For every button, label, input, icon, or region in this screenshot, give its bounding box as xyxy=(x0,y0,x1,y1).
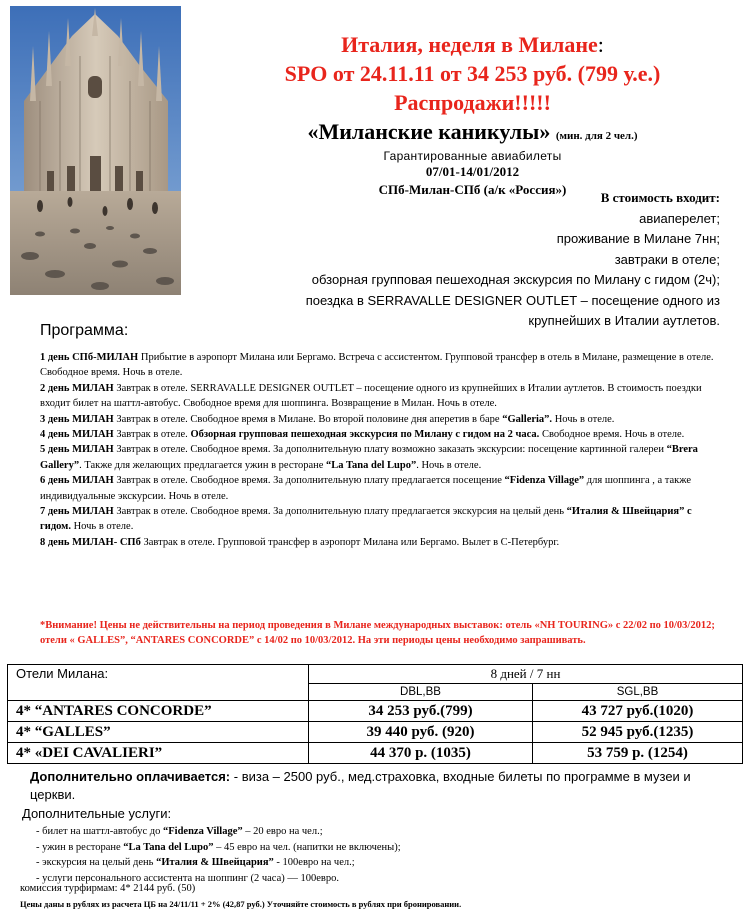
offer-header xyxy=(200,30,745,199)
list-item: - ужин в ресторане “La Tana del Lupo” – 45 евро на чел. (напитки не включены); xyxy=(36,841,401,853)
duration-header: 8 дней / 7 нн xyxy=(309,665,743,684)
program-title: Программа: xyxy=(40,322,129,339)
included-item: обзорная групповая пешеходная экскурсия по Милану с гидом (2ч); xyxy=(311,272,720,287)
list-item: - экскурсия на целый день “Италия & Швейцария” - 100евро на чел.; xyxy=(36,857,355,868)
hotel-name: 4* «DEI CAVALIERI” xyxy=(8,743,309,764)
price-sgl: 52 945 руб.(1235) xyxy=(533,722,743,743)
headline-line1: Италия, неделя в Милане: xyxy=(341,32,604,57)
table-row xyxy=(8,701,743,722)
program-day: 4 день МИЛАН Завтрак в отеле. Обзорная групповая пешеходная экскурсия по Милану с гидом на 2 часа. Свободное время. Ночь в отеле. xyxy=(40,429,685,441)
hotel-name: 4* “ANTARES CONCORDE” xyxy=(8,701,309,722)
exhibition-warning: *Внимание! Цены не действительны на период проведения в Милане международных выставок: отель «NH TOURING» с 22/02 по 10/03/2012; отели « GALLES”, “ANTARES CONCORDE” с 14/02 по 10/03/2012. На эти периоды цены необходимо запрашивать. xyxy=(40,620,715,647)
hotels-header: Отели Милана: xyxy=(8,665,309,701)
list-item: - услуги персонального ассистента на шоппинг (2 часа) — 100евро. xyxy=(36,872,339,884)
program-day: 8 день МИЛАН- СПб Завтрак в отеле. Групповой трансфер в аэропорт Милана или Бергамо. Вылет в С-Петербург. xyxy=(40,536,560,548)
table-row xyxy=(8,722,743,743)
price-dbl: 39 440 руб. (920) xyxy=(309,722,533,743)
headline-sale: Распродажи!!!!! xyxy=(394,90,551,115)
col-dbl-header: DBL,BB xyxy=(309,684,533,701)
program-day: 7 день МИЛАН Завтрак в отеле. Свободное время. За дополнительную плату предлагается экскурсия на целый день “Италия & Швейцария” с гидом. Ночь в отеле. xyxy=(40,506,692,533)
tour-dates: 07/01-14/01/2012 xyxy=(425,164,520,179)
services-list xyxy=(36,824,401,886)
included-item: крупнейших в Италии аутлетов. xyxy=(528,313,720,328)
included-item: завтраки в отеле; xyxy=(614,251,720,267)
hotel-name: 4* “GALLES” xyxy=(8,722,309,743)
program-day: 5 день МИЛАН Завтрак в отеле. Свободное время. За дополнительную плату возможно заказать экскурсии: посещение картинной галереи “Brera Gallery”. Также для желающих предлагается ужин в ресторане “La Tana del Lupo”. Ночь в отеле. xyxy=(40,444,698,471)
price-table xyxy=(7,664,743,764)
flights-note: Гарантированные авиабилеты xyxy=(383,149,562,163)
services-title: Дополнительные услуги: xyxy=(22,806,172,821)
price-sgl: 43 727 руб.(1020) xyxy=(533,701,743,722)
agency-commission: комиссия турфирмам: 4* 2144 руб. (50) xyxy=(20,883,196,894)
included-item: авиаперелет; xyxy=(639,210,720,226)
price-dbl: 44 370 р. (1035) xyxy=(309,743,533,764)
price-footnote: Цены даны в рублях из расчета ЦБ на 24/11/11 + 2% (42,87 руб.) Уточняйте стоимость в рублях при бронировании. xyxy=(20,899,462,909)
program-day: 6 день МИЛАН Завтрак в отеле. Свободное время. За дополнительную плату предлагается посещение “Fidenza Village” для шоппинга , а также индивидуальные экскурсии. Ночь в отеле. xyxy=(40,475,692,502)
headline-price: SPO от 24.11.11 от 34 253 руб. (799 у.е.) xyxy=(284,61,661,86)
price-sgl: 53 759 р. (1254) xyxy=(533,743,743,764)
price-dbl: 34 253 руб.(799) xyxy=(309,701,533,722)
program-days xyxy=(40,350,720,550)
col-sgl-header: SGL,BB xyxy=(533,684,743,701)
table-row xyxy=(8,743,743,764)
tour-route: СПб-Милан-СПб (а/к «Россия») xyxy=(378,182,567,197)
program-day: 2 день МИЛАН Завтрак в отеле. SERRAVALLE DESIGNER OUTLET – посещение одного из крупнейших в Италии аутлетов. В стоимость поездки входит билет на шаттл-автобус. Свободное время для шоппинга. Возвращение в Милан. Ночь в отеле. xyxy=(40,382,702,410)
tour-name: «Миланские каникулы» (мин. для 2 чел.) xyxy=(307,119,638,144)
program-day: 1 день СПб-МИЛАН Прибытие в аэропорт Милана или Бергамо. Встреча с ассистентом. Групповой трансфер в отель в Милане, размещение в отеле. Свободное время. Ночь в отеле. xyxy=(40,352,714,379)
included-title: В стоимость входит: xyxy=(600,190,720,205)
included-item: поездка в SERRAVALLE DESIGNER OUTLET – посещение одного из xyxy=(305,292,720,308)
extra-payment: Дополнительно оплачивается: - виза – 2500 руб., мед.страховка, входные билеты по программе в музеи и церкви. xyxy=(30,769,691,802)
included-item: проживание в Милане 7нн; xyxy=(556,231,720,246)
included-list xyxy=(306,188,720,332)
milan-cathedral-photo xyxy=(10,6,181,295)
table-header-row xyxy=(8,665,743,684)
list-item: - билет на шаттл-автобус до “Fidenza Village” – 20 евро на чел.; xyxy=(36,826,323,837)
program-day: 3 день МИЛАН Завтрак в отеле. Свободное время в Милане. Во второй половине дня аперетив в баре “Galleria”. Ночь в отеле. xyxy=(40,413,615,425)
